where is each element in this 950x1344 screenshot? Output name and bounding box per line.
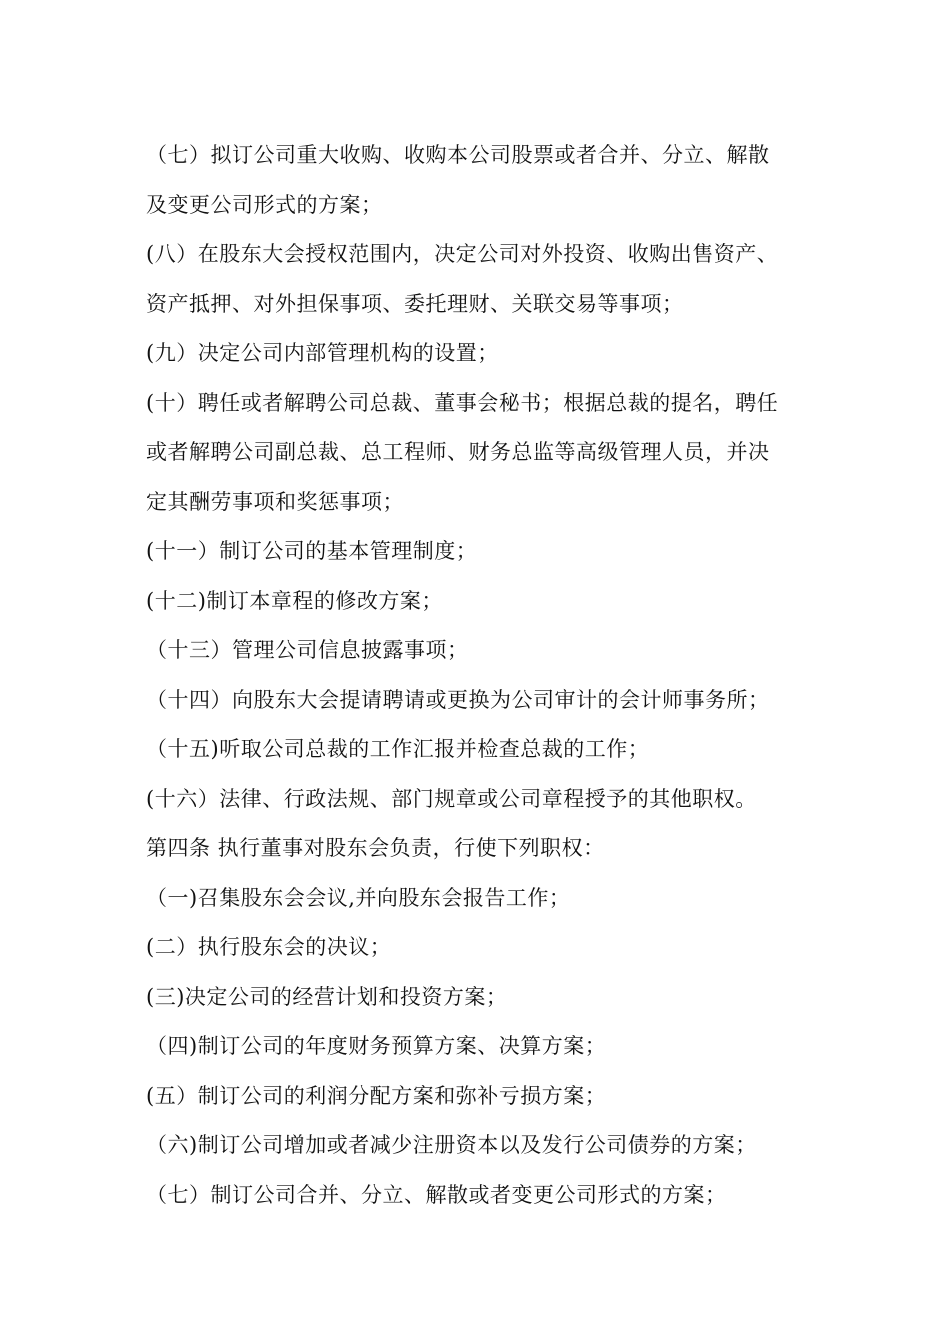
text-line: （四)制订公司的年度财务预算方案、决算方案； (146, 1034, 607, 1058)
text-line: 及变更公司形式的方案； (146, 192, 383, 217)
text-line: （七）制订公司合并、分立、解散或者变更公司形式的方案； (146, 1182, 727, 1207)
text-line: (九）决定公司内部管理机构的设置； (146, 341, 499, 365)
text-line: （十三）管理公司信息披露事项； (146, 638, 469, 662)
text-line: (三)决定公司的经营计划和投资方案； (146, 984, 508, 1009)
text-line: (二）执行股东会的决议； (146, 935, 392, 959)
text-line: （十四）向股东大会提请聘请或更换为公司审计的会计师事务所； (146, 687, 770, 712)
text-line: (五）制订公司的利润分配方案和弥补亏损方案； (146, 1083, 607, 1108)
text-line: （一)召集股东会会议,并向股东会报告工作； (146, 885, 571, 910)
text-line: （六)制订公司增加或者减少注册资本以及发行公司债券的方案； (146, 1133, 757, 1157)
text-line: 定其酬劳事项和奖惩事项； (146, 489, 404, 514)
text-line: （七）拟订公司重大收购、收购本公司股票或者合并、分立、解散 (146, 143, 770, 167)
text-line: （十五)听取公司总裁的工作汇报并检查总裁的工作； (146, 737, 650, 761)
text-line: 或者解聘公司副总裁、总工程师、财务总监等高级管理人员，并决 (146, 440, 770, 464)
text-line: 资产抵押、对外担保事项、委托理财、关联交易等事项； (146, 291, 684, 316)
document-body (146, 131, 811, 1220)
text-line: (十）聘任或者解聘公司总裁、董事会秘书；根据总裁的提名，聘任 (146, 390, 779, 415)
text-line: (八）在股东大会授权范围内，决定公司对外投资、收购出售资产、 (146, 242, 779, 266)
section-heading: 第四条 执行董事对股东会负责，行使下列职权： (146, 836, 605, 860)
text-line: (十六）法律、行政法规、部门规章或公司章程授予的其他职权。 (146, 786, 757, 811)
text-line: (十一）制订公司的基本管理制度； (146, 539, 478, 563)
text-line: (十二)制订本章程的修改方案； (146, 588, 443, 613)
